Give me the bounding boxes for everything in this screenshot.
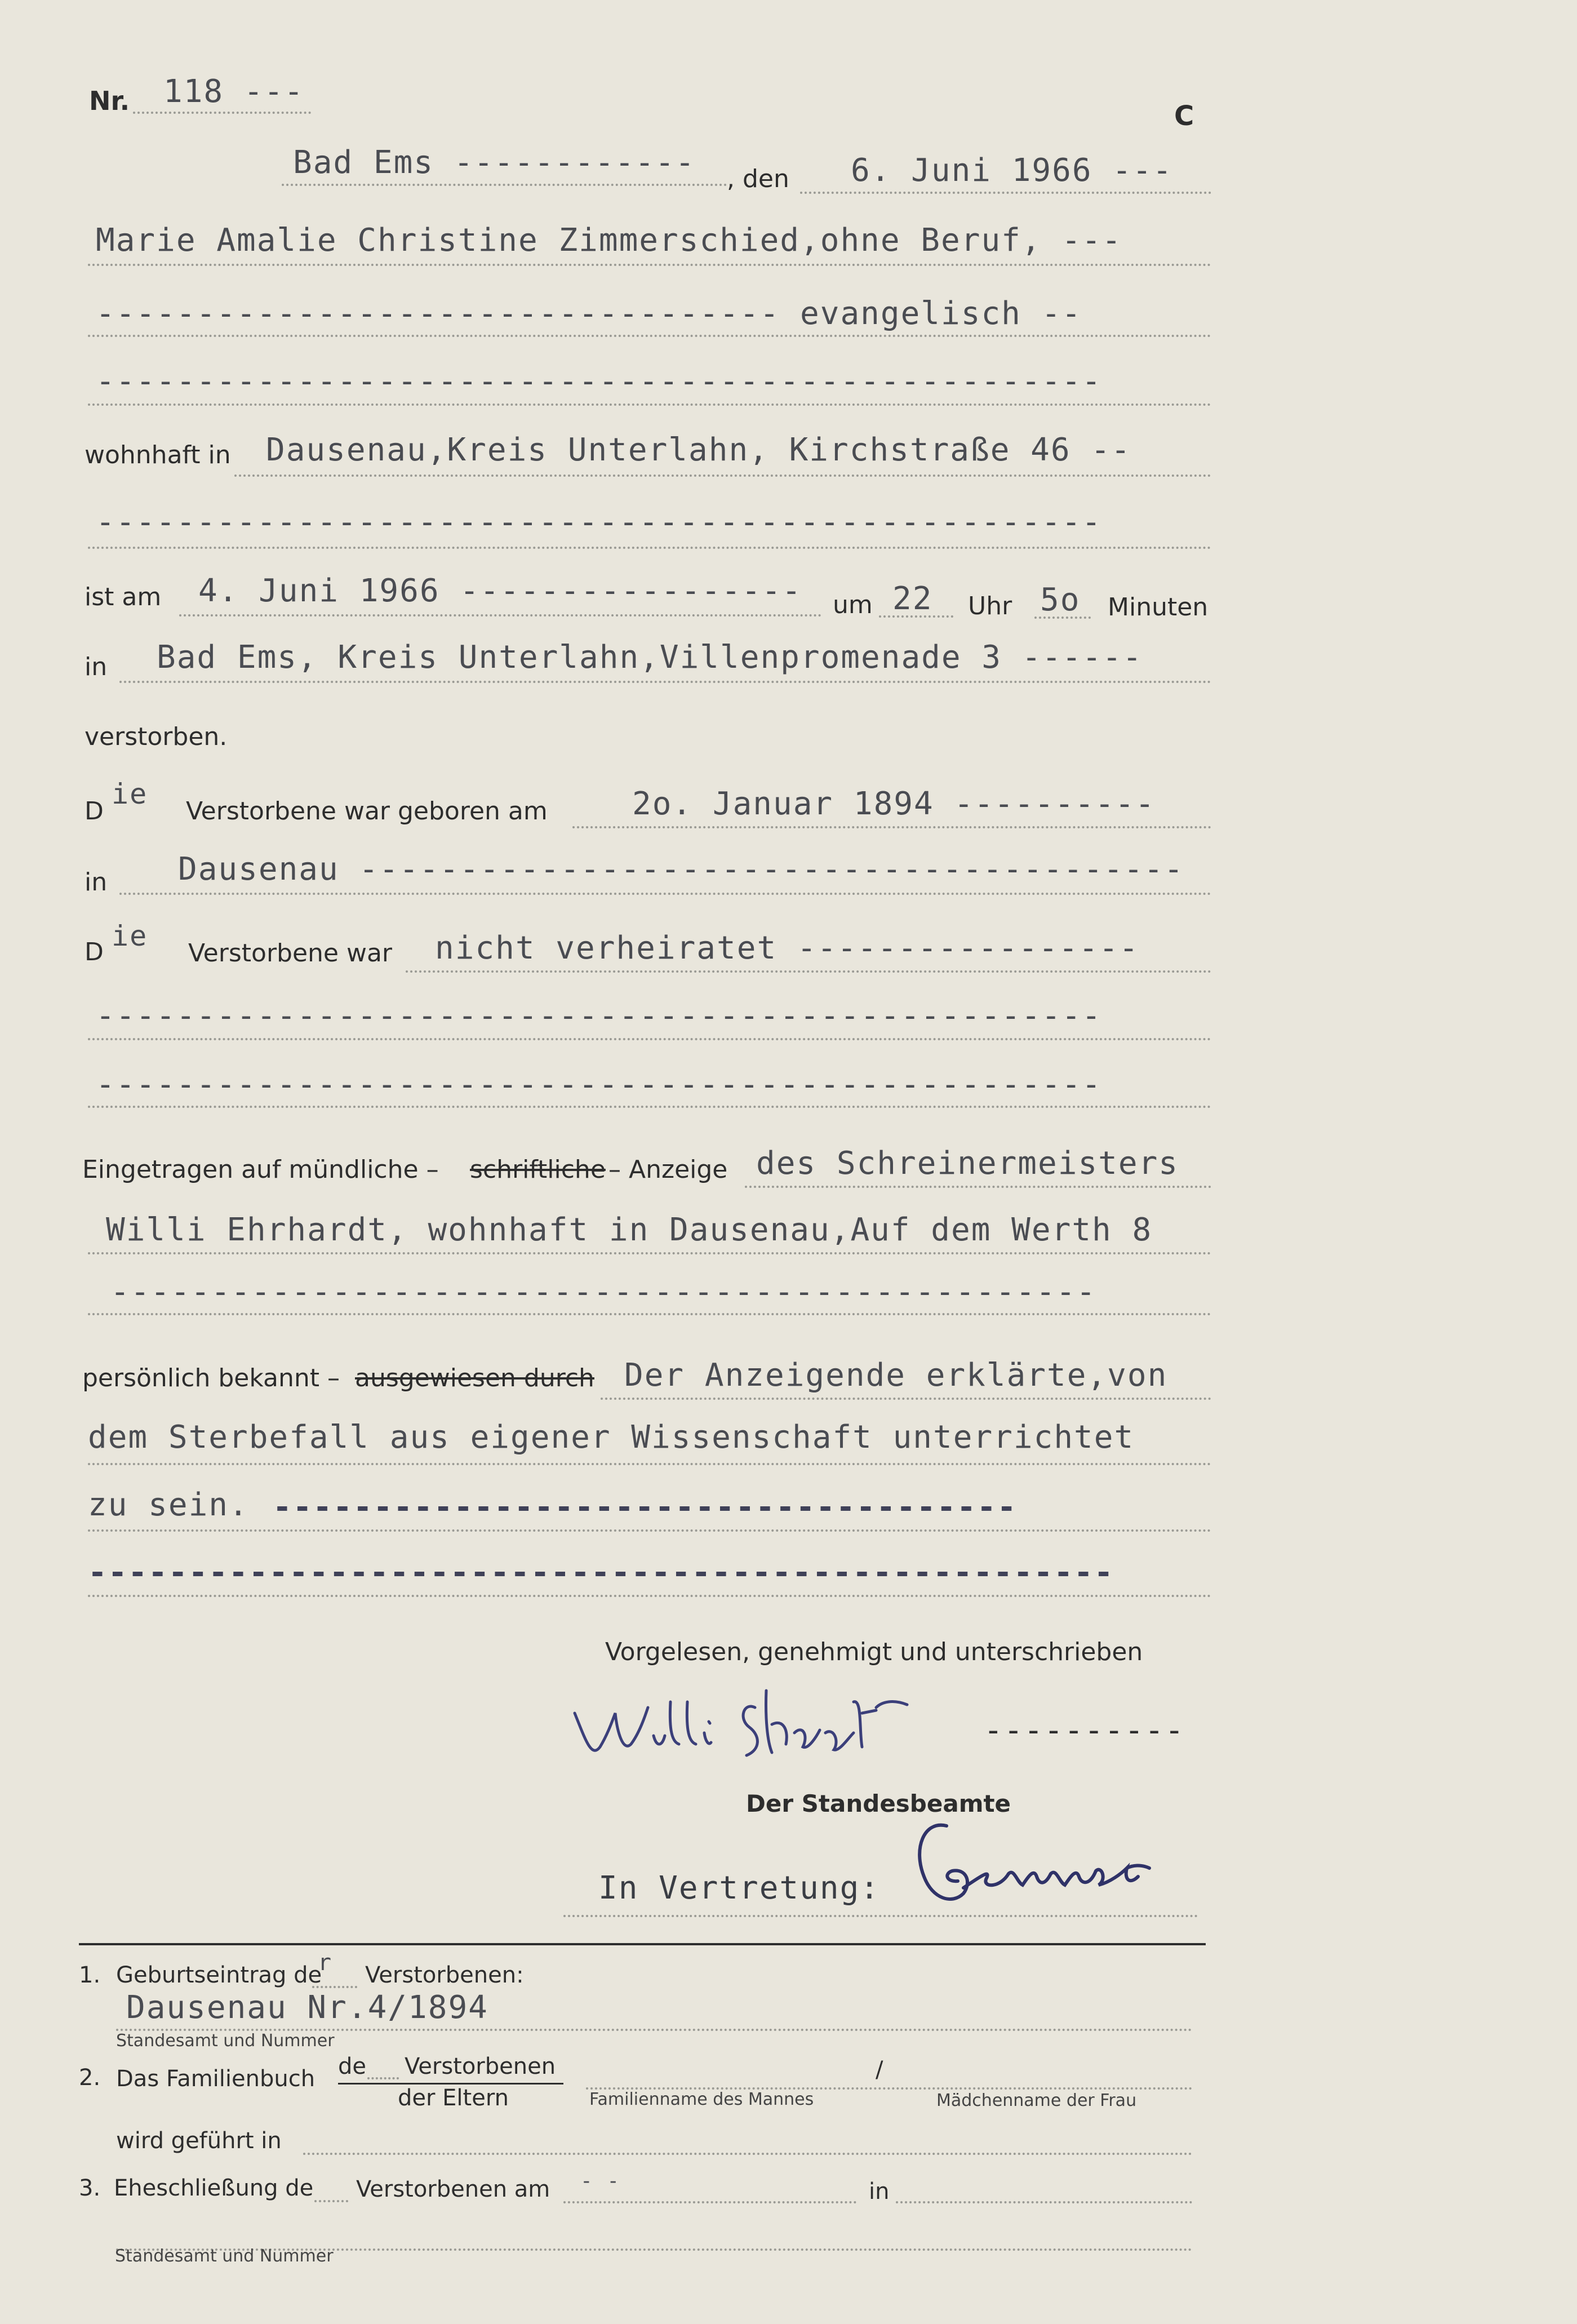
minuten-label: Minuten — [1108, 593, 1209, 622]
item2-label: Das Familienbuch — [116, 2066, 316, 2092]
registration-date: 6. Juni 1966 --- — [851, 152, 1173, 189]
item1-label-a: Geburtseintrag de — [116, 1962, 322, 1988]
item1-label-b: Verstorbenen: — [365, 1962, 524, 1988]
footer-rule — [79, 1943, 1206, 1945]
den-label: , den — [727, 165, 789, 193]
corner-letter: C — [1174, 100, 1194, 132]
marital-line — [406, 970, 1211, 973]
date-line — [800, 192, 1211, 194]
report-label-end: – Anzeige — [608, 1155, 728, 1184]
identity-value-3: zu sein. — [88, 1487, 249, 1523]
place-value: Bad Ems ------------ — [293, 144, 696, 181]
residence-filler-line — [88, 547, 1211, 549]
residence-label: wohnhaft in — [85, 441, 231, 469]
item1-de-line — [312, 1986, 357, 1988]
report-value-2: Willi Ehrhardt, wohnhaft in Dausenau,Auf dem Werth 8 — [106, 1212, 1153, 1248]
item3-value: - - — [580, 2170, 621, 2193]
identity-line-3 — [88, 1529, 1211, 1532]
item3-date-line — [563, 2201, 856, 2203]
item3-caption: Standesamt und Nummer — [115, 2246, 334, 2266]
item2-slash: / — [876, 2057, 883, 2083]
item1-value: Dausenau Nr.4/1894 — [126, 1989, 488, 2026]
religion-value: ---------------------------------- evangelisch -- — [96, 295, 1082, 332]
ist-am-label: ist am — [85, 583, 162, 611]
birth-d-suffix: ie — [112, 778, 148, 810]
death-date-line — [179, 614, 821, 617]
religion-line — [88, 335, 1211, 337]
marital-d-suffix: ie — [112, 920, 148, 952]
item2-eltern: der Eltern — [398, 2085, 509, 2111]
identity-line-2 — [88, 1463, 1211, 1465]
name-line — [88, 264, 1211, 266]
birth-label: Verstorbene war geboren am — [186, 797, 548, 826]
deceased-name: Marie Amalie Christine Zimmerschied,ohne Beruf, --- — [96, 222, 1122, 259]
item2-de: de — [338, 2054, 366, 2079]
residence-line — [234, 474, 1211, 477]
death-place-line — [119, 681, 1211, 683]
birth-place: Dausenau ----------------------------------------- — [178, 851, 1184, 888]
residence-filler: -------------------------------------------------- — [96, 504, 1102, 540]
marital-filler-1: -------------------------------------------------- — [96, 997, 1102, 1034]
marital-label: Verstorbene war — [188, 939, 393, 968]
place-line — [282, 184, 727, 186]
identity-line-1 — [601, 1398, 1211, 1400]
birth-date: 2o. Januar 1894 ---------- — [632, 786, 1156, 822]
item2-caption-wife: Mädchenname der Frau — [936, 2091, 1137, 2110]
identity-value-1: Der Anzeigende erklärte,von — [624, 1357, 1168, 1394]
report-label-start: Eingetragen auf mündliche – — [82, 1155, 439, 1184]
item1-caption: Standesamt und Nummer — [116, 2031, 335, 2051]
identity-filler: --------------------------------------------------- — [88, 1554, 1114, 1591]
identity-value-2: dem Sterbefall aus eigener Wissenschaft unterrichtet — [88, 1419, 1135, 1456]
item3-de-line — [314, 2200, 348, 2202]
marital-d-prefix: D — [85, 938, 104, 966]
death-place-label: in — [85, 653, 108, 681]
identity-filler-line — [88, 1595, 1211, 1597]
item2-number: 2. — [79, 2065, 101, 2091]
item1-number: 1. — [79, 1962, 101, 1988]
nr-value: 118 --- — [163, 73, 305, 110]
report-line-2 — [88, 1252, 1211, 1254]
signer-signature — [569, 1679, 997, 1769]
item2-wird-line — [303, 2153, 1192, 2155]
birth-place-label: in — [85, 868, 108, 897]
death-minutes: 5o — [1040, 582, 1081, 618]
filler-line — [88, 403, 1211, 406]
um-label: um — [833, 591, 873, 619]
report-value-1: des Schreinermeisters — [756, 1145, 1179, 1182]
report-line-1 — [745, 1186, 1211, 1188]
registrar-signature — [901, 1815, 1194, 1916]
death-date: 4. Juni 1966 ----------------- — [198, 573, 802, 609]
item3-place-line — [896, 2201, 1192, 2203]
identity-value-3-dash: ------------------------------------- — [273, 1489, 1018, 1525]
identity-label-struck: ausgewiesen durch — [355, 1364, 594, 1392]
birth-place-line — [119, 893, 1211, 895]
nr-line — [133, 112, 311, 114]
report-label-struck: schriftliche — [470, 1155, 606, 1184]
identity-label-start: persönlich bekannt – — [82, 1364, 340, 1392]
item2-wird-label: wird geführt in — [116, 2128, 282, 2154]
marital-status: nicht verheiratet ----------------- — [435, 930, 1140, 966]
item2-fraction-line — [338, 2083, 563, 2084]
signer-dash: ---------- — [984, 1712, 1185, 1749]
item2-caption-husband: Familienname des Mannes — [589, 2090, 814, 2109]
item2-verstorbenen: Verstorbenen — [405, 2054, 556, 2079]
marital-filler-line-1 — [88, 1038, 1211, 1040]
item3-in-label: in — [869, 2179, 890, 2205]
filler-dashes: -------------------------------------------------- — [96, 363, 1102, 400]
item1-superscript: r — [318, 1950, 333, 1976]
item2-de-line — [367, 2077, 399, 2079]
birth-date-line — [572, 826, 1211, 828]
item3-number: 3. — [79, 2175, 101, 2201]
birth-d-prefix: D — [85, 797, 104, 826]
nr-label: Nr. — [89, 86, 130, 116]
death-place: Bad Ems, Kreis Unterlahn,Villenpromenade 3 ------ — [157, 639, 1143, 676]
residence-value: Dausenau,Kreis Unterlahn, Kirchstraße 46 -- — [266, 432, 1131, 468]
death-hour: 22 — [892, 580, 933, 617]
uhr-label: Uhr — [968, 592, 1012, 620]
signature-label: Vorgelesen, genehmigt und unterschrieben — [605, 1638, 1143, 1666]
report-filler: ------------------------------------------------- — [110, 1274, 1097, 1310]
vertretung-label: In Vertretung: — [598, 1870, 881, 1906]
marital-filler-2: -------------------------------------------------- — [96, 1066, 1102, 1103]
report-filler-line — [88, 1313, 1211, 1315]
verstorben-label: verstorben. — [85, 722, 228, 751]
item3-label-b: Verstorbenen am — [356, 2176, 550, 2202]
registrar-label: Der Standesbeamte — [746, 1790, 1011, 1817]
marital-filler-line-2 — [88, 1106, 1211, 1108]
item3-label-a: Eheschließung de — [114, 2175, 314, 2201]
